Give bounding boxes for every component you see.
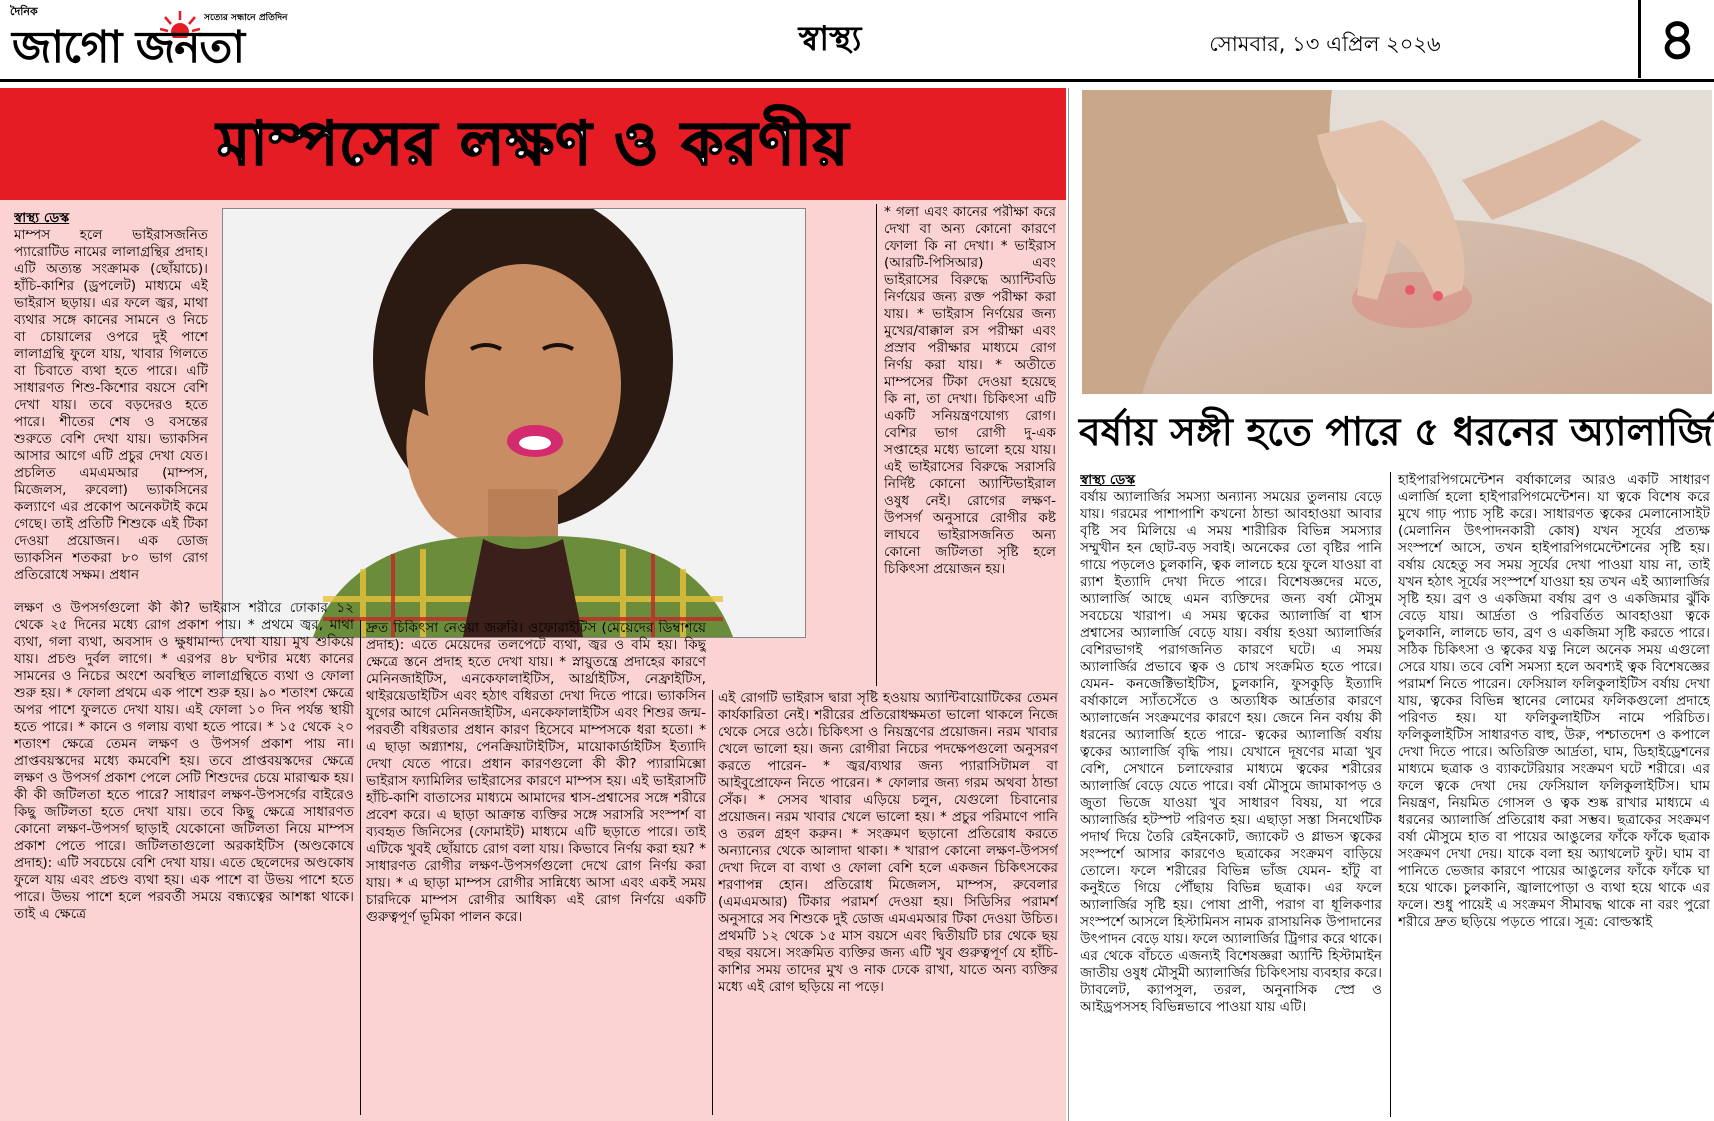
mumps-col3-text: * গলা এবং কানের পরীক্ষা করে দেখা বা অন্য কোনো কারণে ফোলা কি না দেখা। * ভাইরাস (আরটি-পিসিআর) এবং ভাইরাসের বিরুদ্ধে অ্যান্টিবডি নির্ণয়ের জন্য রক্ত পরীক্ষা করা যায়। * ভাইরাস নির্ণয়ের জন্য মুখের/বাক্কাল রস পরীক্ষা এবং প্রস্রাব পরীক্ষার মাধ্যমে রোগ নির্ণয় করা যায়। * অতীতে মাম্পসের টিকা দেওয়া হয়েছে কি না, তা দেখা। চিকিৎসা এটি একটি সনিয়ন্ত্রণযোগ্য রোগ। বেশির ভাগ রোগী দু-এক সপ্তাহের মধ্যে ভালো হয়ে যায়। এই ভাইরাসের বিরুদ্ধে সরাসরি নির্দিষ্ট কোনো অ্যান্টিভাইরাল ওষুধ নেই। রোগের লক্ষণ-উপসর্গ অনুসারে রোগীর কষ্ট লাঘবে ভাইরাসজনিত অন্য কোনো জটিলতা সৃষ্টি হলে চিকিৎসা প্রয়োজন হয়। [884, 204, 1056, 577]
mumps-bot2-text: দ্রুত চিকিৎসা নেওয়া জরুরি। ওফোরাইটিস (মেয়েদের ডিম্বাশয়ে প্রদাহ): এতে মেয়েদের তলপেটে ব্যথা, জ্বর ও বমি হয়। কিছু ক্ষেত্রে স্তনে প্রদাহ হতে দেখা যায়। * স্নায়ুতন্ত্রে প্রদাহের কারণে মেনিনজাইটিস, এনকেফালাইটিস, আর্থ্রাইটিস, নেফ্রাইটিস, থাইরয়েডাইটিস এবং হঠাৎ বধিরতা দেখা দিতে পারে। ভ্যাকসিন যুগের আগে মেনিনজাইটিস, এনকেফালাইটিস এবং শিশুর জন্ম-পরবর্তী বধিরতার প্রধান কারণ হিসেবে মাম্পসকে ধরা হতো। * এ ছাড়া অগ্ন্যাশয়, পেনক্রিয়াটাইটিস, মায়োকার্ডাইটিস ইত্যাদি দেখা যেতে পারে। প্রধান কারণগুলো কী কী? প্যারামিক্সো ভাইরাস ফ্যামিলির ভাইরাসের কারণে মাম্পস হয়। এই ভাইরাসটি হাঁচি-কাশি বাতাসের মাধ্যমে আমাদের শ্বাস-প্রশ্বাসের সঙ্গে শরীরে প্রবেশ করে। এ ছাড়া আক্রান্ত ব্যক্তির সঙ্গে সরাসরি সংস্পর্শ বা ব্যবহৃত জিনিসের (ফোমাইট) মাধ্যমে এটি ছড়াতে পারে। তাই এটিকে খুবই ছোঁয়াচে রোগ বলা যায়। কিভাবে নির্ণয় করা হয়? * সাধারণত রোগীর লক্ষণ-উপসর্গগুলো দেখে রোগ নির্ণয় করা যায়। * এ ছাড়া মাম্পস রোগীর সান্নিধ্যে আসা এবং একই সময় চারদিকে মাম্পস রোগীর আধিক্য এই রোগ নির্ণয়ে একটি গুরুত্বপূর্ণ ভূমিকা পালন করে। [366, 620, 706, 925]
logo-tagline: সত্যের সন্ধানে প্রতিদিন [204, 13, 288, 23]
masthead [0, 0, 1714, 82]
column-rule [712, 690, 713, 1115]
article-separator [1068, 88, 1069, 1121]
allergy-col1-text: বর্ষায় অ্যালার্জির সমস্যা অন্যান্য সময়ের তুলনায় বেড়ে যায়। গরমের পাশাপাশি কখনো ঠান্ডা আবহাওয়া আবার বৃষ্টি সব মিলিয়ে এ সময় শারীরিক বিভিন্ন সমস্যার সম্মুখীন হন ছোট-বড় সবাই। অনেকের তো বৃষ্টির পানি গায়ে পড়লেও চুলকানি, ত্বক লালচে হয়ে ফুলে যাওয়া বা র‍্যাশ ইত্যাদি দেখা দিতে পারে। বিশেষজ্ঞদের মতে, অ্যালার্জি আছে এমন ব্যক্তিদের জন্য বর্ষা মৌসুম সবচেয়ে খারাপ। এ সময় ত্বকের অ্যালার্জি বা শ্বাস প্রশ্বাসের অ্যালার্জি বেড়ে যায়। বর্ষায় হওয়া অ্যালার্জির বেশিরভাগই পরাগজনিত কারণে ঘটে। এ সময় অ্যালার্জির প্রভাবে ত্বক ও চোখ সংক্রমিত হতে পারে। যেমন- কনজেক্টিভাইটিস, চুলকানি, ফুসকুড়ি ইত্যাদি বর্ষাকালে স্যাঁতসেঁতে ও অত্যধিক আর্দ্রতার কারণে অ্যালার্জেন সংক্রমণের কারণে হয়। জেনে নিন বর্ষায় কী ধরনের অ্যালার্জি হতে পারে- ত্বকের অ্যালার্জি বর্ষায় ত্বকের অ্যালার্জি বৃদ্ধি পায়। যেখানে দূষণের মাত্রা খুব বেশি, সেখানে চলাফেরার মাধ্যমে ত্বকের শরীরের অ্যালার্জি বেড়ে যেতে পারে। বর্ষা মৌসুমে জামাকাপড় ও জুতা ভিজে যাওয়া খুব সাধারণ বিষয়, যা পরে অ্যালার্জির হটস্পট পরিণত হয়। এছাড়া সস্তা সিনথেটিক পদার্থ দিয়ে তৈরি রেইনকোট, জ্যাকেট ও গ্লাভস ত্বকের সংস্পর্শে আসার কারণেও ছত্রাকের সংক্রমণ বাড়িয়ে তোলে। ফলে শরীরের বিভিন্ন ভাঁজ যেমন- হাঁটু বা কনুইতে গিয়ে পৌঁছায় বিভিন্ন ছত্রাক। এর ফলে অ্যালার্জির সৃষ্টি হয়। পোষা প্রাণী, পরাগ বা ধূলিকণার সংস্পর্শে আসলে হিস্টামিনস নামক রাসায়নিক উপাদানের উৎপাদন বেড়ে যায়। ফলে অ্যালার্জির ট্রিগার করে থাকে। এর থেকে বাঁচতে এজন্যই বিশেষজ্ঞরা অ্যান্টি হিস্টামাইন জাতীয় ওষুধ মৌসুমী অ্যালার্জির চিকিৎসায় ব্যবহার করে। ট্যাবলেট, ক্যাপসুল, তরল, অনুনাসিক স্প্রে ও আইড্রপসসহ বিভিন্নভাবে পাওয়া যায় এটি। [1080, 489, 1382, 1015]
allergy-col2-text: হাইপারপিগমেন্টেশন বর্ষাকালের আরও একটি সাধারণ এলার্জি হলো হাইপারপিগমেন্টেশন। যা ত্বকে বিশেষ করে মুখে গাঢ় প্যাচ সৃষ্টি করে। সাধারণত ত্বকের মেলানোসাইট (মেলানিন উৎপাদনকারী কোষ) যখন সূর্যের প্রত্যক্ষ সংস্পর্শে আসে, তখন হাইপারপিগমেন্টেশনের সৃষ্টি হয়। বর্ষায় যেহেতু সব সময় সূর্যের দেখা পাওয়া যায় না, তাই যখন হঠাৎ সূর্যের সংস্পর্শে যাওয়া হয় তখন এই অ্যালার্জির সৃষ্টি হয়। ব্রণ ও একজিমা বর্ষায় ব্রণ ও একজিমার ঝুঁকি বেড়ে যায়। আর্দ্রতা ও পরিবর্তিত আবহাওয়া ত্বকে চুলকানি, লালচে ভাব, ব্রণ ও একজিমা সৃষ্টি করতে পারে। সঠিক চিকিৎসা ও ত্বকের যত্ন নিলে অনেক সময় এগুলো সেরে যায়। তবে বেশি সমস্যা হলে অবশ্যই ত্বক বিশেষজ্ঞের পরামর্শ নিতে পারেন। ফেসিয়াল ফলিকুলাইটিস বর্ষায় দেখা যায়, ত্বকের বিভিন্ন স্থানের লোমের ফলিকগুলো প্রদাহে পরিণত হয়। যা ফলিকুলাইটিস নামে পরিচিত। ফলিকুলাইটিস সাধারণত বাহু, উরু, পশ্চাতদেশ ও কপালে দেখা দিতে পারে। অতিরিক্ত আর্দ্রতা, ঘাম, ডিহাইড্রেশনের মাধ্যমে ছত্রাক ও ব্যাকটেরিয়ার সংক্রমণ ঘটে শরীরে। এর ফলে ত্বকে দেখা দেয় ফেসিয়াল ফলিকুলাইটিস। ঘাম নিয়ন্ত্রণ, নিয়মিত গোসল ও ত্বক শুষ্ক রাখার মাধ্যমে এ ধরনের অ্যালার্জি প্রতিরোধ করা সম্ভব। ছত্রাকের সংক্রমণ বর্ষা মৌসুমে হাত বা পায়ের আঙুলের ফাঁকে ফাঁকে ছত্রাক সংক্রমণ দেখা দেয়। যাকে বলা হয় অ্যাথলেট ফুট। ঘাম বা পানিতে ভেজার কারণে পায়ের আঙুলের ফাঁকে ফাঁকে ঘা হয়ে থাকে। চুলকানি, জ্বালাপোড়া ও ব্যথা হয়ে থাকে এর ফলে। শুধু পায়েই এ সংক্রমণ সীমাবদ্ধ থাকে না বরং পুরো শরীরে দ্রুত ছড়িয়ে পড়তে পারে। সূত্র: বোল্ডস্কাই [1398, 472, 1710, 930]
mumps-bottom-column-1 [14, 600, 354, 1115]
paper-name: জাগো জনতা [12, 22, 245, 73]
allergy-column-1 [1080, 472, 1382, 1117]
mumps-bottom-column-3 [718, 690, 1058, 1115]
paper-logo [8, 4, 338, 76]
allergy-dateline: স্বাস্থ্য ডেস্ক [1080, 472, 1136, 488]
back-scratching-photo [1082, 90, 1712, 394]
issue-date: সোমবার, ১৩ এপ্রিল ২০২৬ [1209, 32, 1441, 56]
section-name: স্বাস্থ্য [798, 19, 862, 59]
mumps-column-1 [14, 210, 208, 594]
mumps-bot1-text: লক্ষণ ও উপসর্গগুলো কী কী? ভাইরাস শরীরে ঢোকার ১২ থেকে ২৫ দিনের মধ্যে রোগ প্রকাশ পায়। * প্রথমে জ্বর, মাথা ব্যথা, গলা ব্যথা, অবসাদ ও ক্ষুধামান্দ্য দেখা যায়। মুখ শুকিয়ে যায়। প্রচণ্ড দুর্বল লাগে। * এরপর ৪৮ ঘণ্টার মধ্যে কানের সামনের ও নিচের অংশে অবস্থিত লালাগ্রন্থিতে ব্যথা ও ফোলা শুরু হয়। * ফোলা প্রথমে এক পাশে শুরু হয়। ৯০ শতাংশ ক্ষেত্রে অপর পাশে ফুলতে দেখা যায়। এই ফোলা ১০ দিন পর্যন্ত স্থায়ী হতে পারে। * কানে ও গলায় ব্যথা হতে পারে। * ১৫ থেকে ২০ শতাংশ ক্ষেত্রে তেমন লক্ষণ ও উপসর্গ প্রকাশ পায় না। প্রাপ্তবয়স্কদের মধ্যে কমবেশি হয়। তবে প্রাপ্তবয়স্কদের ক্ষেত্রে লক্ষণ ও উপসর্গ প্রকাশ পেলে সেটি শিশুদের চেয়ে মারাত্মক হয়। কী কী জটিলতা হতে পারে? সাধারণ লক্ষণ-উপসর্গের বাইরেও কিছু জটিলতা হতে দেখা যায়। তবে কিছু ক্ষেত্রে সাধারণত কোনো লক্ষণ-উপসর্গ ছাড়াই যেকোনো জটিলতা নিয়ে মাম্পস প্রকাশ পেতে পারে। জটিলতাগুলো অরকাইটিস (অণ্ডকোষে প্রদাহ): এটি সবচেয়ে বেশি দেখা যায়। এতে ছেলেদের অণ্ডকোষ ফুলে যায় এবং প্রচণ্ড ব্যথা হয়। এক পাশে বা উভয় পাশে হতে পারে। উভয় পাশে হলে পরবর্তী সময়ে বন্ধ্যত্বের আশঙ্কা থাকে। তাই এ ক্ষেত্রে [14, 600, 354, 922]
column-rule [360, 620, 361, 1115]
logo-small-text: দৈনিক [10, 5, 38, 18]
column-rule [876, 204, 877, 686]
mumps-col1-text: মাম্পস হলে ভাইরাসজনিত প্যারোটিড নামের লালাগ্রন্থির প্রদাহ। এটি অত্যন্ত সংক্রামক (ছোঁয়াচে)। হাঁচি-কাশির (ড্রপলেট) মাধ্যমে এই ভাইরাস ছড়ায়। এর ফলে জ্বর, মাথা ব্যথার সঙ্গে কানের সামনে ও নিচে বা চোয়ালের ওপরে দুই পাশে লালাগ্রন্থি ফুলে যায়, খাবার গিলতে বা চিবাতে ব্যথা হতে পারে। এটি সাধারণত শিশু-কিশোর বয়সে বেশি দেখা যায়। তবে বড়দেরও হতে পারে। শীতের শেষ ও বসন্তের শুরুতে বেশি দেখা যায়। ভ্যাকসিন আসার আগে এটি প্রচুর দেখা যেত। প্রচলিত এমএমআর (মাম্পস, মিজেলস, রুবেলা) ভ্যাকসিনের কল্যাণে এর প্রকোপ অনেকটাই কমে গেছে। তাই প্রতিটি শিশুকে এই টিকা দেওয়া প্রয়োজন। এক ডোজ ভ্যাকসিন শতকরা ৮০ ভাগ রোগ প্রতিরোধে সক্ষম। প্রধান [14, 227, 208, 583]
page-number: ৪ [1638, 0, 1714, 78]
allergy-headline: বর্ষায় সঙ্গী হতে পারে ৫ ধরনের অ্যালার্জি [1079, 409, 1713, 455]
mumps-headline: মাম্পসের লক্ষণ ও করণীয় [216, 109, 850, 179]
mumps-dateline: স্বাস্থ্য ডেস্ক [14, 210, 70, 226]
allergy-column-2 [1398, 472, 1710, 1117]
column-rule [1390, 472, 1391, 1117]
mumps-column-3 [884, 204, 1056, 686]
mumps-bot3-text: এই রোগটি ভাইরাস দ্বারা সৃষ্টি হওয়ায় অ্যান্টিবায়োটিকের তেমন কার্যকারিতা নেই। শরীরের প্রতিরোধক্ষমতা ভালো থাকলে নিজে থেকে সেরে ওঠে। চিকিৎসা ও নিয়ন্ত্রণের প্রয়োজন। নরম খাবার খেলে ভালো হয়। জন্য রোগীরা নিচের পদক্ষেপগুলো অনুসরণ করতে পারেন- * জ্বর/ব্যথার জন্য প্যারাসিটামল বা আইবুপ্রোফেন নিতে পারেন। * ফোলার জন্য গরম অথবা ঠান্ডা সেঁক। * সেসব খাবার এড়িয়ে চলুন, যেগুলো চিবানোর প্রয়োজন। নরম খাবার খেলে ভালো হয়। * প্রচুর পরিমাণে পানি ও তরল গ্রহণ করুন। * সংক্রমণ ছড়ানো প্রতিরোধ করতে অন্যান্যের থেকে আলাদা থাকা। * খারাপ কোনো লক্ষণ-উপসর্গ দেখা দিলে বা ব্যথা ও ফোলা বেশি হলে একজন চিকিৎসকের শরণাপন্ন হোন। প্রতিরোধ মিজেলস, মাম্পস, রুবেলার (এমএমআর) টিকার পরামর্শ দেওয়া হয়। সিডিসির পরামর্শ অনুসারে সব শিশুকে দুই ডোজ এমএমআর টিকা দেওয়া উচিত। প্রথমটি ১২ থেকে ১৫ মাস বয়সে এবং দ্বিতীয়টি চার থেকে ছয় বছর বয়সে। সংক্রমিত ব্যক্তির জন্য এটি খুব গুরুত্বপূর্ণ যে হাঁচি-কাশির সময় তাদের মুখ ও নাক ঢেকে রাখা, যাতে অন্য ব্যক্তির মধ্যে এই রোগ ছড়িয়ে না পড়ে। [718, 690, 1058, 995]
mumps-bottom-column-2 [366, 620, 706, 1115]
woman-holding-cheek-photo [222, 208, 806, 638]
